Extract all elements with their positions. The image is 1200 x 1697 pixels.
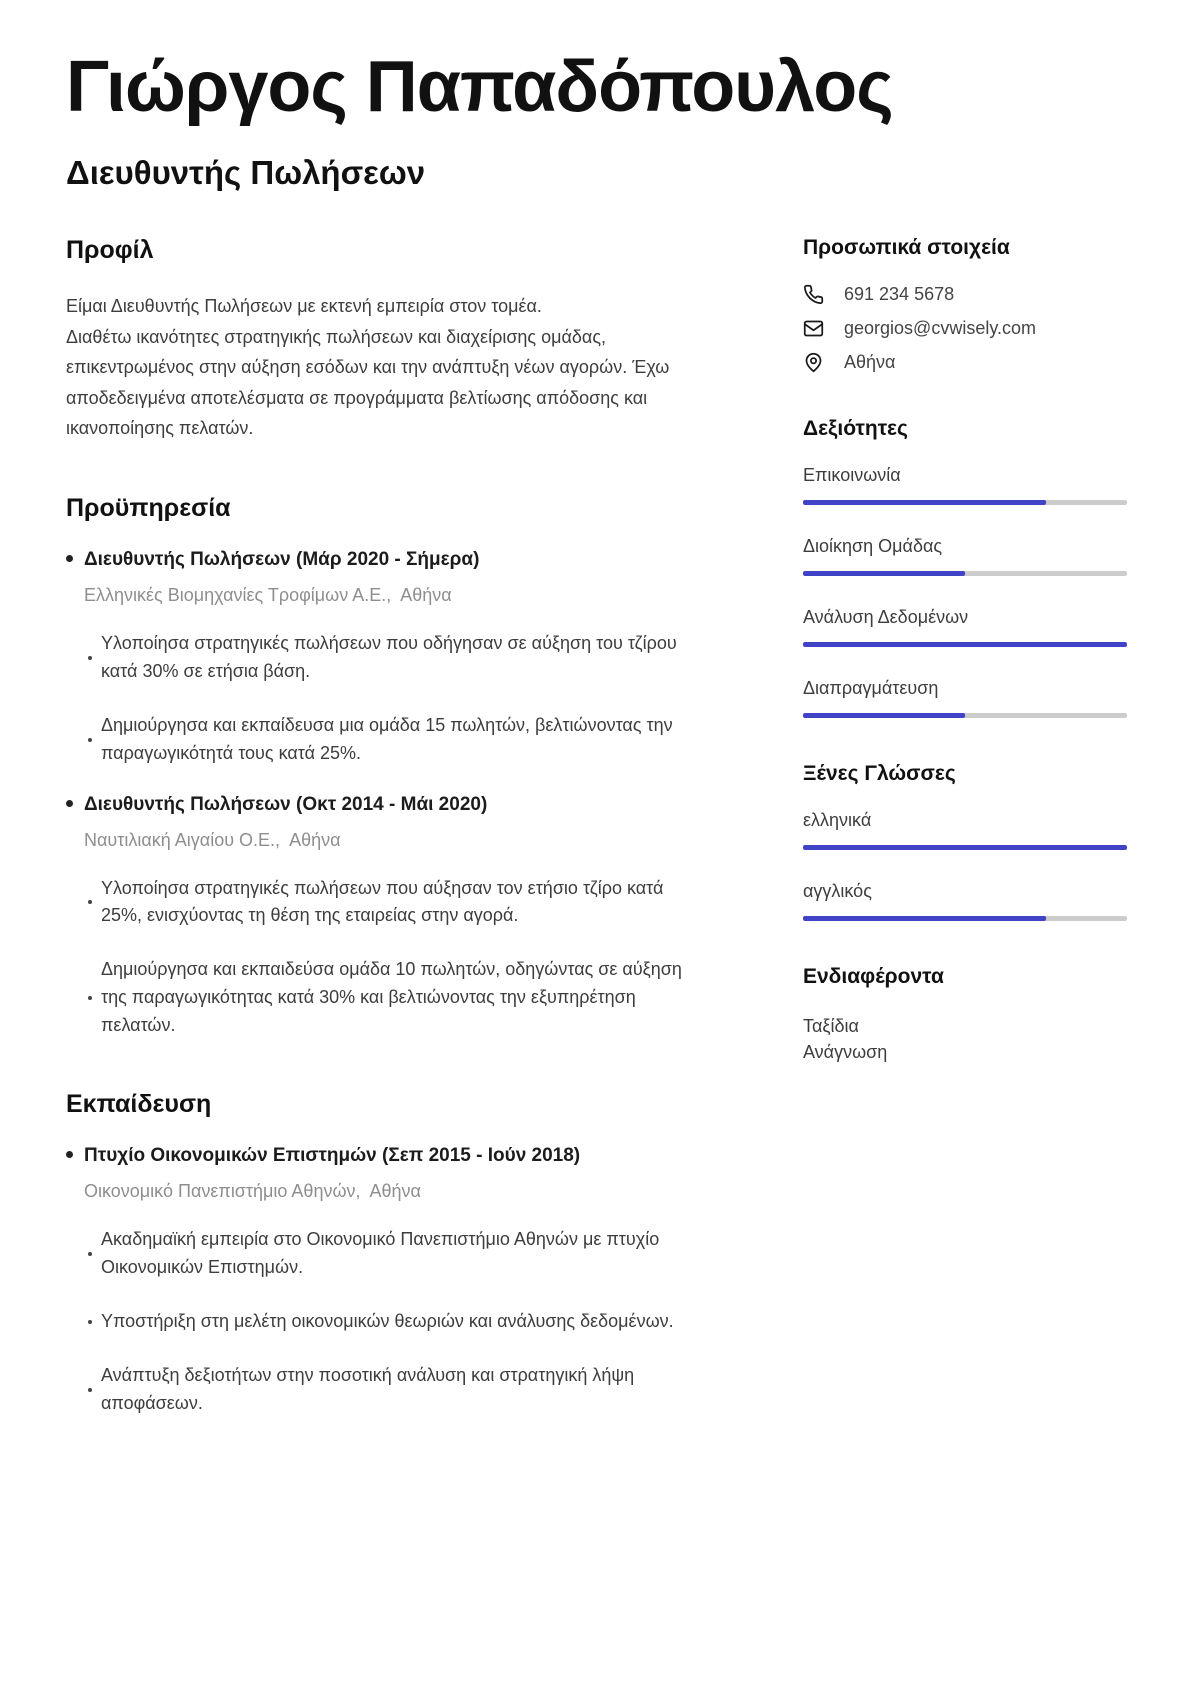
entry-school bbox=[84, 1181, 690, 1202]
personal-details-heading: Προσωπικά στοιχεία bbox=[803, 236, 1010, 259]
profile-line-1: Είμαι Διευθυντής Πωλήσεων με εκτενή εμπειρία στον τομέα. bbox=[66, 296, 542, 316]
entry-title: Διευθυντής Πωλήσεων (Οκτ 2014 - Μάι 2020) bbox=[84, 793, 488, 815]
bullet-icon bbox=[88, 1320, 92, 1324]
entry-detail bbox=[88, 1362, 690, 1418]
skill-bar-track bbox=[803, 713, 1127, 718]
skill-label: Διοίκηση Ομάδας bbox=[803, 536, 943, 556]
profile-section bbox=[66, 236, 690, 444]
education-heading: Εκπαίδευση bbox=[66, 1089, 212, 1118]
detail-text: Δημιούργησα και εκπαίδευσα μια ομάδα 15 πωλητών, βελτιώνοντας την παραγωγικότητά τους κατά 25%. bbox=[101, 714, 673, 763]
location-row bbox=[803, 352, 1127, 373]
language-bar-fill bbox=[803, 916, 1046, 921]
detail-text: Υποστήριξη στη μελέτη οικονομικών θεωριών και ανάλυσης δεδομένων. bbox=[101, 1310, 674, 1331]
skill-bar-track bbox=[803, 642, 1127, 647]
experience-heading: Προϋπηρεσία bbox=[66, 493, 231, 522]
skill-label: Επικοινωνία bbox=[803, 465, 901, 485]
entry-detail bbox=[88, 875, 690, 931]
bullet-icon bbox=[66, 800, 73, 807]
interests-heading: Ενδιαφέροντα bbox=[803, 965, 944, 988]
language-bar-track bbox=[803, 845, 1127, 850]
skills-section bbox=[803, 417, 1127, 718]
language-bar-fill bbox=[803, 845, 1127, 850]
experience-section bbox=[66, 494, 690, 1040]
profile-text bbox=[66, 291, 690, 444]
skill-item bbox=[803, 678, 1127, 718]
skills-heading: Δεξιότητες bbox=[803, 417, 908, 440]
company-location: Αθήνα bbox=[400, 584, 452, 605]
language-label: αγγλικός bbox=[803, 881, 872, 901]
main-column bbox=[66, 236, 690, 1467]
entry-company bbox=[84, 830, 690, 851]
skill-item bbox=[803, 536, 1127, 576]
experience-entry bbox=[66, 794, 690, 1040]
education-section bbox=[66, 1090, 690, 1417]
profile-heading: Προφίλ bbox=[66, 236, 154, 264]
interests-section bbox=[803, 965, 1127, 1065]
language-item bbox=[803, 881, 1127, 921]
bullet-icon bbox=[88, 738, 92, 742]
person-job-title: Διευθυντής Πωλήσεων bbox=[66, 154, 426, 191]
company-location: Αθήνα bbox=[289, 829, 341, 850]
bullet-icon bbox=[66, 1151, 73, 1158]
entry-title: Πτυχίο Οικονομικών Επιστημών (Σεπ 2015 - Ιούν 2018) bbox=[84, 1144, 581, 1166]
skill-bar-fill bbox=[803, 571, 965, 576]
interest-item: Ταξίδια bbox=[803, 1016, 859, 1036]
language-label: ελληνικά bbox=[803, 810, 872, 830]
company-name: Ελληνικές Βιομηχανίες Τροφίμων Α.Ε., bbox=[84, 584, 392, 605]
interest-item: Ανάγνωση bbox=[803, 1042, 888, 1063]
skill-bar-fill bbox=[803, 713, 965, 718]
detail-text: Ακαδημαϊκή εμπειρία στο Οικονομικό Πανεπιστήμιο Αθηνών με πτυχίο Οικονομικών Επιστημών. bbox=[101, 1228, 660, 1277]
entry-detail bbox=[88, 630, 690, 686]
cv-header bbox=[66, 46, 1127, 192]
school-name: Οικονομικό Πανεπιστήμιο Αθηνών, bbox=[84, 1180, 361, 1201]
language-item bbox=[803, 810, 1127, 850]
company-name: Ναυτιλιακή Αιγαίου Ο.Ε., bbox=[84, 829, 281, 850]
person-name: Γιώργος Παπαδόπουλος bbox=[66, 47, 893, 127]
skill-bar-fill bbox=[803, 642, 1127, 647]
entry-detail bbox=[88, 1226, 690, 1282]
skill-bar-fill bbox=[803, 500, 1046, 505]
location-pin-icon bbox=[803, 352, 824, 373]
phone-value: 691 234 5678 bbox=[844, 284, 955, 304]
skill-label: Διαπραγμάτευση bbox=[803, 678, 939, 698]
bullet-icon bbox=[88, 900, 92, 904]
detail-text: Δημιούργησα και εκπαιδεύσα ομάδα 10 πωλητών, οδηγώντας σε αύξηση της παραγωγικότητας κατά 30% και βελτιώνοντας την εξυπηρέτηση πελατών. bbox=[101, 959, 682, 1036]
email-value: georgios@cvwisely.com bbox=[844, 318, 1036, 338]
location-value: Αθήνα bbox=[844, 352, 896, 372]
language-bar-track bbox=[803, 916, 1127, 921]
email-icon bbox=[803, 318, 824, 339]
phone-icon bbox=[803, 284, 824, 305]
detail-text: Υλοποίησα στρατηγικές πωλήσεων που αύξησαν τον ετήσιο τζίρο κατά 25%, ενισχύοντας τη θέση της εταιρείας στην αγορά. bbox=[101, 877, 664, 926]
bullet-icon bbox=[88, 996, 92, 1000]
email-row bbox=[803, 318, 1127, 339]
detail-text: Ανάπτυξη δεξιοτήτων στην ποσοτική ανάλυση και στρατηγική λήψη αποφάσεων. bbox=[101, 1364, 635, 1413]
entry-title-row bbox=[66, 794, 690, 816]
skill-label: Ανάλυση Δεδομένων bbox=[803, 607, 969, 627]
skill-bar-track bbox=[803, 571, 1127, 576]
bullet-icon bbox=[88, 656, 92, 660]
sidebar bbox=[803, 236, 1127, 1109]
skill-item bbox=[803, 607, 1127, 647]
languages-section bbox=[803, 762, 1127, 921]
education-entry bbox=[66, 1145, 690, 1417]
entry-title-row bbox=[66, 549, 690, 571]
detail-text: Υλοποίησα στρατηγικές πωλήσεων που οδήγησαν σε αύξηση του τζίρου κατά 30% σε ετήσια βάση. bbox=[101, 632, 677, 681]
entry-detail bbox=[88, 712, 690, 768]
experience-entry bbox=[66, 549, 690, 768]
skill-item bbox=[803, 465, 1127, 505]
entry-detail bbox=[88, 956, 690, 1040]
bullet-icon bbox=[88, 1252, 92, 1256]
entry-title-row bbox=[66, 1145, 690, 1167]
cv-columns bbox=[66, 236, 1127, 1467]
phone-row bbox=[803, 284, 1127, 305]
personal-details-section bbox=[803, 236, 1127, 373]
bullet-icon bbox=[66, 555, 73, 562]
school-location: Αθήνα bbox=[369, 1180, 421, 1201]
profile-line-2: Διαθέτω ικανότητες στρατηγικής πωλήσεων και διαχείρισης ομάδας, επικεντρωμένος στην αύξηση εσόδων και την ανάπτυξη νέων αγορών. Έχω αποδεδειγμένα αποτελέσματα σε προγράμματα βελτίωσης απόδοσης και ικανοποίησης πελατών. bbox=[66, 326, 670, 439]
languages-heading: Ξένες Γλώσσες bbox=[803, 762, 956, 785]
entry-company bbox=[84, 585, 690, 606]
bullet-icon bbox=[88, 1388, 92, 1392]
skill-bar-track bbox=[803, 500, 1127, 505]
entry-detail bbox=[88, 1308, 690, 1336]
entry-title: Διευθυντής Πωλήσεων (Μάρ 2020 - Σήμερα) bbox=[84, 548, 480, 570]
